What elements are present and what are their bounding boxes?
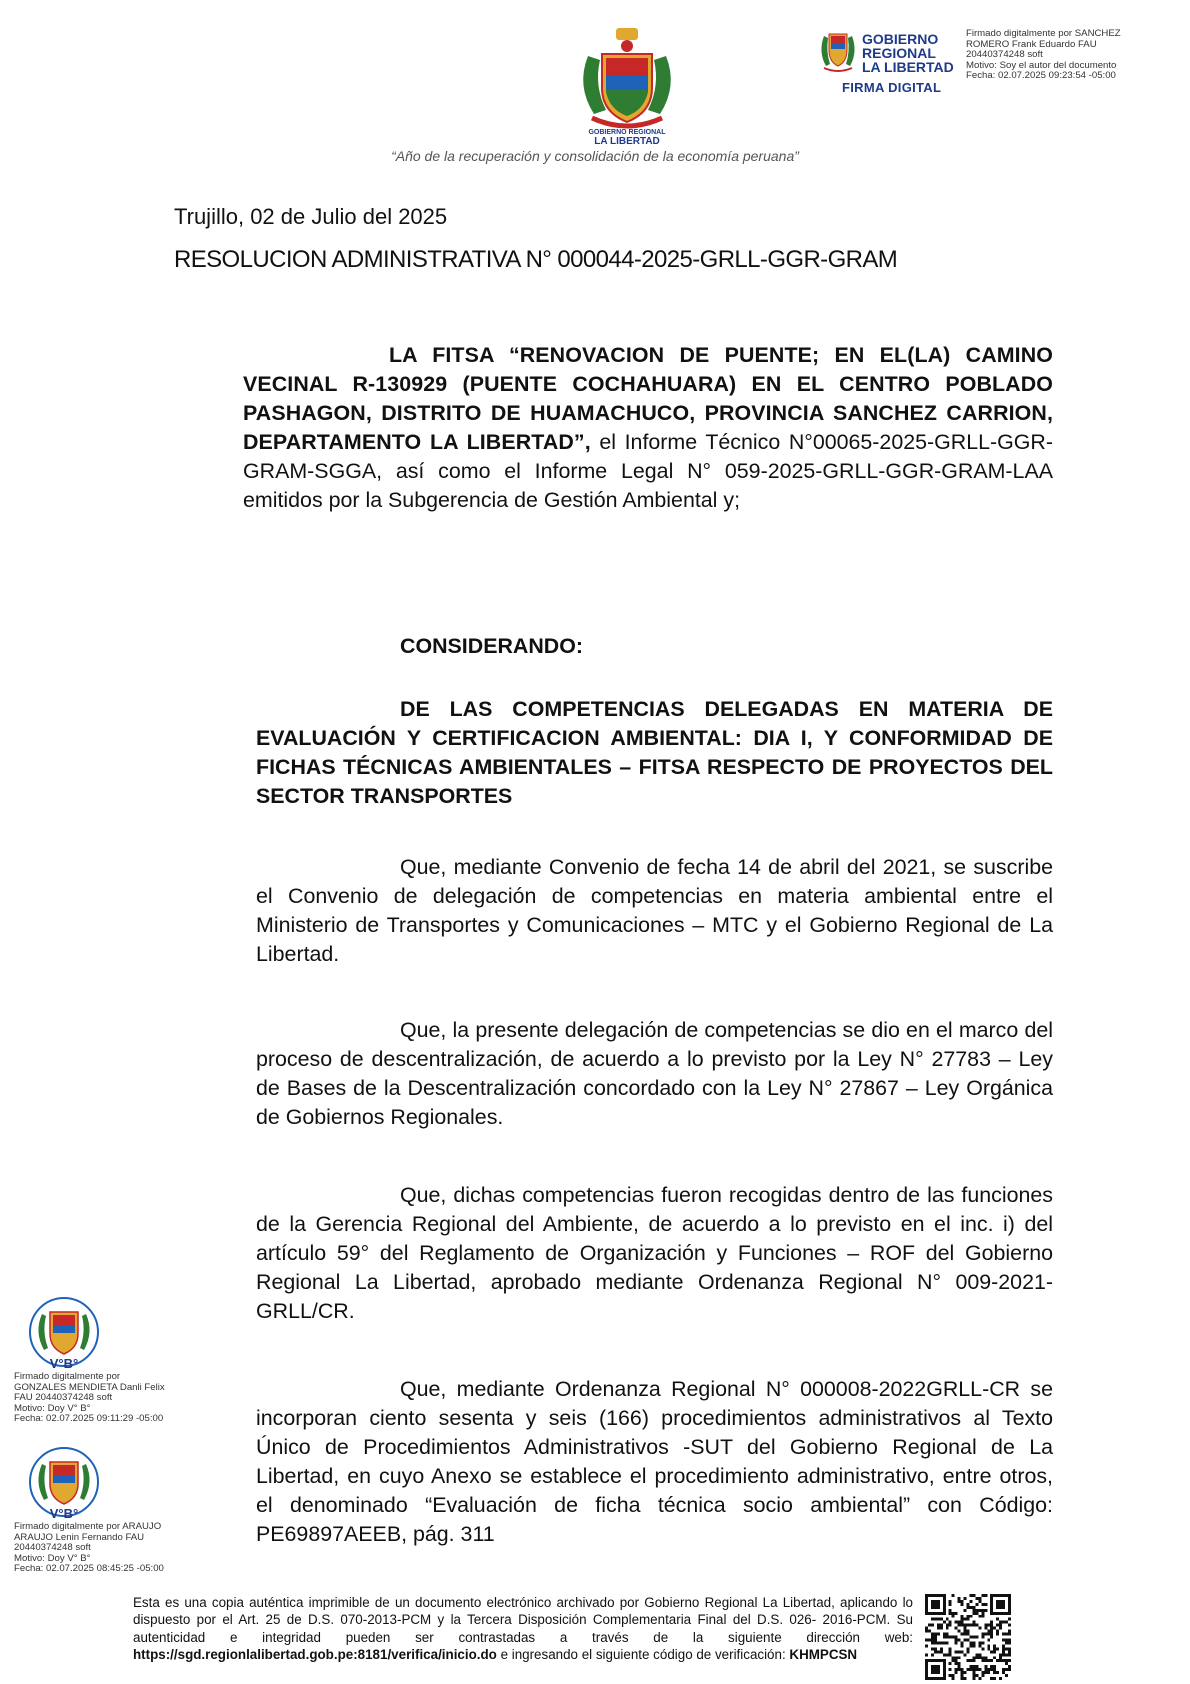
year-motto: “Año de la recuperación y consolidación de la economía peruana” xyxy=(391,148,799,164)
signature-line: Fecha: 02.07.2025 08:45:25 -05:00 xyxy=(14,1563,164,1575)
paragraph-descentralizacion xyxy=(256,1016,1053,1132)
paragraph-text: Que, mediante Ordenanza Regional N° 000008-2022GRLL-CR se incorporan ciento sesenta y seis (166) procedimientos administrativos al Texto Único de Procedimientos Administrativos -SUT del Gobierno Regional de La Libertad, en cuyo Anexo se establece el procedimiento administrativo, entre otros, el denominado “Evaluación de ficha técnica socio ambiental” con Código: PE69897AEEB, pág. 311 xyxy=(256,1377,1053,1546)
verification-url[interactable]: https://sgd.regionlalibertad.gob.pe:8181/verifica/inicio.do xyxy=(133,1647,497,1663)
signature-line: Motivo: Soy el autor del documento xyxy=(966,59,1117,71)
intro-paragraph-rest: el Informe Técnico N°00065-2025-GRLL-GGR-GRAM-SGGA, así como el Informe Legal N° 059-2025-GRLL-GGR-GRAM-LAA emitidos por la Subgerencia de Gestión Ambiental y; xyxy=(243,430,1053,512)
date-line: Trujillo, 02 de Julio del 2025 xyxy=(174,204,448,229)
signature-line: Firmado digitalmente por SANCHEZ xyxy=(966,28,1121,39)
vb-seal-icon xyxy=(28,1446,100,1528)
signature-line: Fecha: 02.07.2025 09:23:54 -05:00 xyxy=(966,70,1116,82)
seal-caption-2: LA LIBERTAD xyxy=(594,136,660,146)
logo-name xyxy=(862,32,954,74)
signature-line: Firmado digitalmente por xyxy=(14,1371,121,1382)
signature-line: 20440374248 soft xyxy=(966,49,1043,61)
signature-line: Fecha: 02.07.2025 09:11:29 -05:00 xyxy=(14,1413,164,1425)
section-heading xyxy=(256,695,1053,811)
fitsa-project-name: LA FITSA “RENOVACION DE PUENTE; EN EL(LA) CAMINO VECINAL R-130929 (PUENTE COCHAHUARA) EN EL CENTRO POBLADO PASHAGON, DISTRITO DE HUAMACHUCO, PROVINCIA SANCHEZ CARRION, DEPARTAMENTO LA LIBERTAD”, xyxy=(243,343,1053,454)
signature-line: FAU 20440374248 soft xyxy=(14,1392,113,1404)
qr-code-icon xyxy=(925,1594,1011,1680)
authenticity-footer xyxy=(133,1594,913,1664)
intro-paragraph xyxy=(243,341,1053,515)
signature-line: GONZALES MENDIETA Danli Felix xyxy=(14,1381,165,1393)
paragraph-text: Que, dichas competencias fueron recogidas dentro de las funciones de la Gerencia Regional del Ambiente, de acuerdo a lo previsto en el inc. i) del artículo 59° del Reglamento de Organización y Funciones – ROF del Gobierno Regional La Libertad, aprobado mediante Ordenanza Regional N° 009-2021-GRLL/CR. xyxy=(256,1183,1053,1323)
resolution-title: RESOLUCION ADMINISTRATIVA N° 000044-2025-GRLL-GGR-GRAM xyxy=(174,246,898,273)
verification-code: KHMPCSN xyxy=(789,1647,858,1663)
paragraph-rof xyxy=(256,1181,1053,1326)
digital-signature-author xyxy=(966,29,1146,82)
vb-label: V°B° xyxy=(49,1506,79,1521)
signature-line: ROMERO Frank Eduardo FAU xyxy=(966,38,1097,50)
signature-line: Firmado digitalmente por ARAUJO xyxy=(14,1521,162,1532)
logo-line-1: GOBIERNO xyxy=(862,31,939,47)
seal-caption-1: GOBIERNO REGIONAL xyxy=(588,129,666,136)
logo-line-2: REGIONAL xyxy=(862,45,936,61)
vb-seal-icon xyxy=(28,1296,100,1378)
signature-line: Motivo: Doy V° B° xyxy=(14,1402,91,1414)
considerando-heading: CONSIDERANDO: xyxy=(400,634,584,658)
section-heading-text: DE LAS COMPETENCIAS DELEGADAS EN MATERIA DE EVALUACIÓN Y CERTIFICACION AMBIENTAL: DIA I, Y CONFORMIDAD DE FICHAS TÉCNICAS AMBIENTALES – FITSA RESPECTO DE PROYECTOS DEL SECTOR TRANSPORTES xyxy=(256,697,1053,808)
paragraph-convenio xyxy=(256,853,1053,969)
firma-digital-label: FIRMA DIGITAL xyxy=(842,80,942,95)
gobierno-regional-logo xyxy=(816,26,966,98)
digital-signature-vb-2 xyxy=(14,1522,174,1575)
paragraph-ordenanza xyxy=(256,1375,1053,1549)
logo-shield-icon xyxy=(818,28,858,74)
coat-of-arms-seal xyxy=(572,26,682,146)
signature-line: 20440374248 soft xyxy=(14,1542,91,1554)
digital-signature-vb-1 xyxy=(14,1372,174,1425)
signature-line: Motivo: Doy V° B° xyxy=(14,1552,91,1564)
paragraph-text: Que, la presente delegación de competencias se dio en el marco del proceso de descentralización, de acuerdo a lo previsto por la Ley N° 27783 – Ley de Bases de la Descentralización concordado con la Ley N° 27867 – Ley Orgánica de Gobiernos Regionales. xyxy=(256,1018,1053,1129)
paragraph-text: Que, mediante Convenio de fecha 14 de abril del 2021, se suscribe el Convenio de delegación de competencias en materia ambiental entre el Ministerio de Transportes y Comunicaciones – MTC y el Gobierno Regional de La Libertad. xyxy=(256,855,1053,966)
vb-label: V°B° xyxy=(49,1356,79,1371)
signature-line: ARAUJO Lenin Fernando FAU xyxy=(14,1531,145,1543)
logo-line-3: LA LIBERTAD xyxy=(862,59,954,75)
footer-text: Esta es una copia auténtica imprimible de un documento electrónico archivado por Gobierno Regional La Libertad, aplicando lo dispuesto por el Art. 25 de D.S. 070-2013-PCM y la Tercera Disposición Complementaria Final del D.S. 026- 2016-PCM. Su autenticidad e integridad pueden ser contrastadas a través de la siguiente dirección web: xyxy=(133,1595,913,1645)
footer-text-2: e ingresando el siguiente código de verificación: xyxy=(496,1647,790,1663)
